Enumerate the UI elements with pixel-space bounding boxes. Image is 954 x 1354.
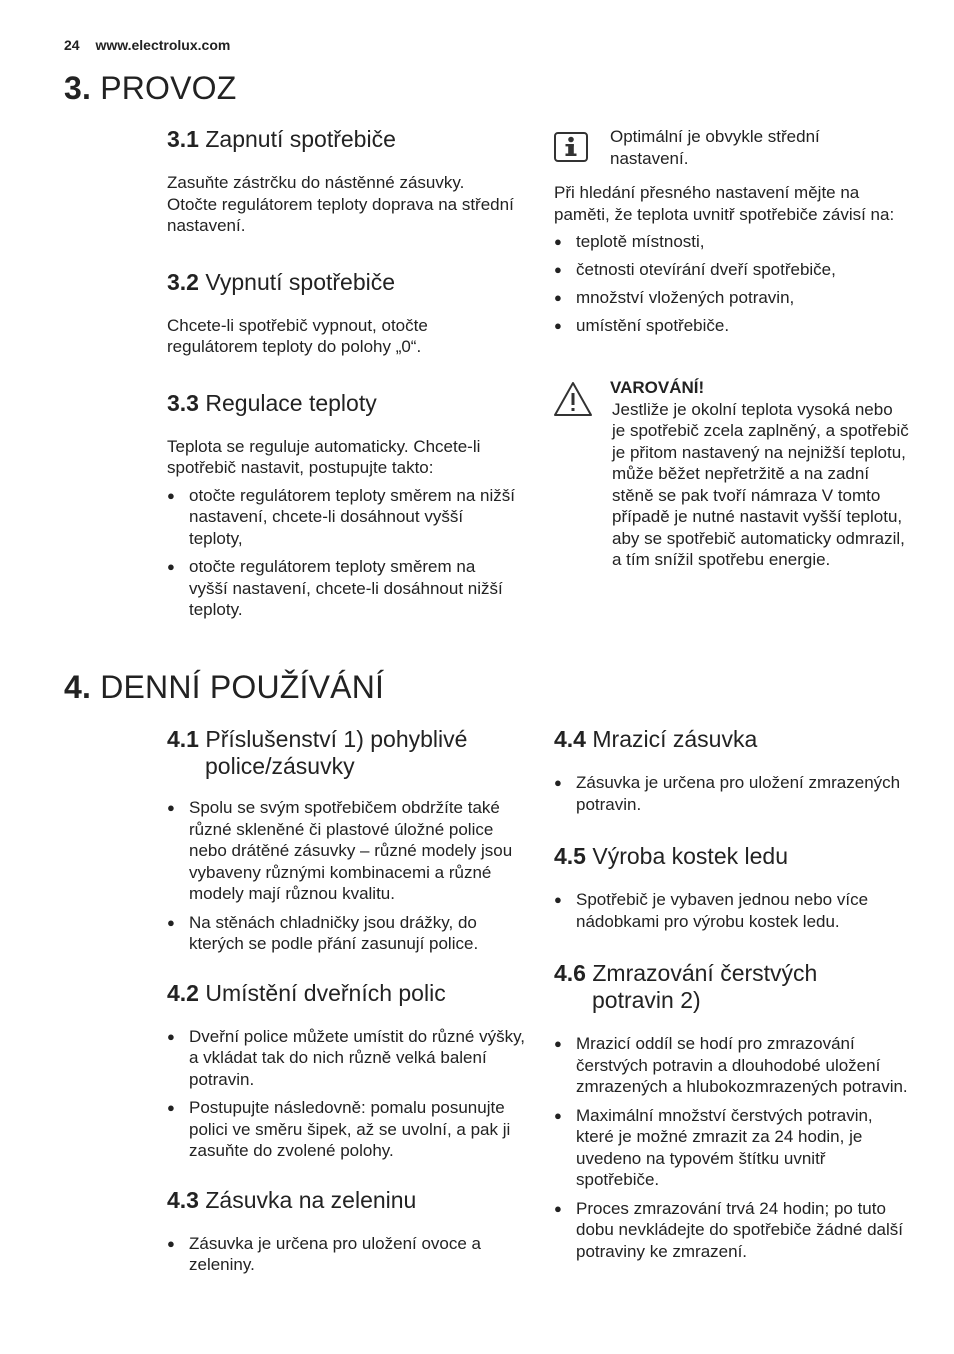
info-note	[610, 126, 900, 169]
section-title: Zapnutí spotřebiče	[205, 126, 396, 152]
precise-setting-text: Při hledání přesného nastavení mějte na paměti, že teplota uvnitř spotřebiče závisí na:	[554, 183, 895, 224]
section-4-3-list	[167, 1233, 527, 1276]
warning-icon	[553, 381, 593, 422]
section-number: 3.2	[167, 268, 199, 295]
list-item: ● Zásuvka je určena pro uložení zmrazených potravin.	[554, 772, 910, 815]
section-3-3-heading	[167, 390, 517, 417]
chapter-number: 3.	[64, 70, 92, 106]
precise-setting-block	[554, 182, 904, 343]
list-item: ● Spolu se svým spotřebičem obdržíte také různé skleněné či plastové úložné police nebo drátěné zásuvky – různé modely jsou vybaveny různými kombinacemi a různé modely mají různou kvalitu.	[167, 797, 527, 905]
list-item: ● množství vložených potravin,	[554, 287, 904, 309]
section-4-3-heading	[167, 1187, 527, 1214]
section-4-1-heading	[167, 726, 527, 780]
section-number: 3.1	[167, 126, 199, 152]
section-title: Vypnutí spotřebiče	[205, 268, 396, 295]
list-item: ● Maximální množství čerstvých potravin, které je možné zmrazit za 24 hodin, je uvedeno na typovém štítku uvnitř spotřebiče.	[554, 1105, 910, 1191]
section-4-1-list	[167, 797, 527, 955]
section-4-4-list	[554, 772, 910, 815]
section-number: 3.3	[167, 389, 199, 416]
section-4-6-list	[554, 1033, 910, 1262]
chapter-4-heading	[64, 669, 384, 706]
list-item: ● Spotřebič je vybaven jednou nebo více nádobkami pro výrobu kostek ledu.	[554, 889, 910, 932]
chapter-title: PROVOZ	[100, 70, 237, 106]
section-3-3-text: Teplota se reguluje automaticky. Chcete-li spotřebič nastavit, postupujte takto:	[167, 436, 481, 477]
list-item: ● četnosti otevírání dveří spotřebiče,	[554, 259, 904, 281]
section-title-continued: police/zásuvky	[205, 753, 355, 779]
section-title: Zmrazování čerstvých	[592, 960, 818, 986]
section-title: Regulace teploty	[205, 389, 377, 416]
section-4-4-heading	[554, 726, 910, 753]
warning-block	[610, 377, 910, 571]
section-title: Umístění dveřních polic	[205, 979, 446, 1006]
section-number: 4.2	[167, 979, 199, 1006]
warning-title: VAROVÁNÍ!	[610, 378, 705, 397]
section-3-1-text: Zasuňte zástrčku do nástěnné zásuvky. Otočte regulátorem teploty doprava na střední nastavení.	[167, 173, 514, 235]
chapter-title: DENNÍ POUŽÍVÁNÍ	[100, 669, 385, 705]
section-3-2-text: Chcete-li spotřebič vypnout, otočte regulátorem teploty do polohy „0“.	[167, 315, 428, 356]
chapter-4-left-column	[167, 726, 527, 1283]
list-item: ● otočte regulátorem teploty směrem na nižší nastavení, chcete-li dosáhnout vyšší teploty,	[167, 485, 517, 550]
chapter-number: 4.	[64, 669, 92, 705]
section-title: Příslušenství 1) pohyblivé	[205, 726, 468, 752]
section-4-2-heading	[167, 980, 527, 1007]
section-3-3-list	[167, 485, 517, 621]
list-item: ● Postupujte následovně: pomalu posunujte polici ve směru šipek, až se uvolní, a pak ji zasuňte do zvolené polohy.	[167, 1097, 527, 1162]
section-4-5-heading	[554, 843, 910, 870]
section-title: Zásuvka na zeleninu	[205, 1186, 417, 1213]
section-3-1-heading	[167, 126, 517, 153]
list-item: ● Dveřní police můžete umístit do různé výšky, a vkládat tak do nich různě velká balení potravin.	[167, 1026, 527, 1091]
section-4-5-list	[554, 889, 910, 932]
chapter-4-right-column	[554, 726, 910, 1269]
page-header	[64, 37, 230, 53]
section-4-2-list	[167, 1026, 527, 1162]
list-item: ● teplotě místnosti,	[554, 231, 904, 253]
section-number: 4.3	[167, 1186, 199, 1213]
info-note-text: Optimální je obvykle střední nastavení.	[610, 127, 820, 168]
section-number: 4.5	[554, 843, 586, 869]
list-item: ● Mrazicí oddíl se hodí pro zmrazování čerstvých potravin a dlouhodobé uložení zmrazených a hlubokozmrazených potravin.	[554, 1033, 910, 1098]
section-title-continued: potravin 2)	[592, 987, 701, 1013]
warning-text: Jestliže je okolní teplota vysoká nebo je spotřebič zcela zaplněný, a spotřebič je přitom nastavený na nejnižší teplotu, může běžet nepřetržitě a na zadní stěně se pak tvoří námraza V tomto případě je nutné nastavit vyšší teplotu, aby se spotřebič automaticky odmrazil, a tím snížil spotřebu energie.	[612, 399, 909, 569]
website-link[interactable]: www.electrolux.com	[95, 37, 231, 53]
list-item: ● otočte regulátorem teploty směrem na vyšší nastavení, chcete-li dosáhnout nižší teploty.	[167, 556, 517, 621]
section-number: 4.4	[554, 726, 586, 752]
section-title: Mrazicí zásuvka	[592, 726, 758, 752]
section-number: 4.1	[167, 726, 199, 752]
section-4-6-heading	[554, 960, 910, 1014]
section-3-2-heading	[167, 269, 517, 296]
list-item: ● umístění spotřebiče.	[554, 315, 904, 337]
list-item: ● Proces zmrazování trvá 24 hodin; po tuto dobu nevkládejte do spotřebiče žádné další potraviny ke zmrazení.	[554, 1198, 910, 1263]
chapter-3-left-column	[167, 126, 517, 628]
precise-setting-list	[554, 231, 904, 337]
page-number: 24	[64, 37, 80, 53]
info-icon	[554, 132, 588, 162]
list-item: ● Zásuvka je určena pro uložení ovoce a zeleniny.	[167, 1233, 527, 1276]
list-item: ● Na stěnách chladničky jsou drážky, do kterých se podle přání zasunují police.	[167, 912, 527, 955]
section-number: 4.6	[554, 960, 586, 986]
chapter-3-heading	[64, 70, 237, 107]
section-title: Výroba kostek ledu	[592, 843, 788, 869]
